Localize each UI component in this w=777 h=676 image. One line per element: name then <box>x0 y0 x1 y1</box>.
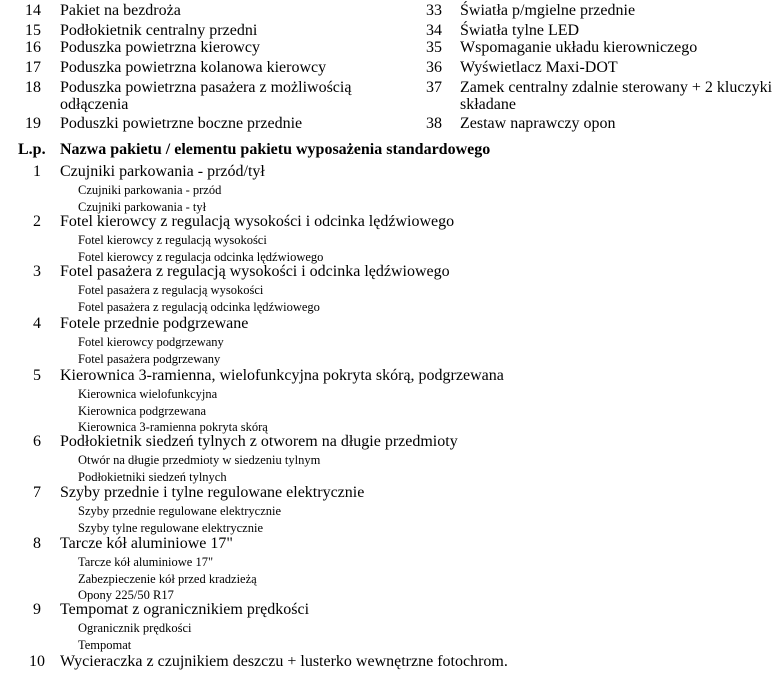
package-name: Fotel kierowcy z regulacją wysokości i odcinka lędźwiowego <box>60 213 455 230</box>
item-number: 15 <box>25 22 41 39</box>
package-element: Podłokietniki siedzeń tylnych <box>78 469 227 484</box>
package-element: Czujniki parkowania - przód <box>78 183 222 197</box>
package-element: Kierownica wielofunkcyjna <box>78 387 218 401</box>
package-number: 7 <box>33 484 41 501</box>
package-name: Wycieraczka z czujnikiem deszczu + lusterko wewnętrzne fotochrom. <box>60 653 508 670</box>
package-number: 9 <box>33 601 41 618</box>
item-label: Zamek centralny zdalnie sterowany + 2 kluczyki <box>460 79 773 96</box>
package-number: 3 <box>33 263 41 280</box>
package-number: 2 <box>33 213 41 230</box>
column-header-name: Nazwa pakietu / elementu pakietu wyposażenia standardowego <box>60 141 491 158</box>
item-number: 14 <box>25 2 41 19</box>
package-number: 10 <box>29 653 45 670</box>
item-number: 34 <box>426 22 442 39</box>
item-label: Poduszki powietrzne boczne przednie <box>60 115 303 132</box>
package-element: Fotel kierowcy z regulacja odcinka lędźwiowego <box>78 249 324 264</box>
item-number: 37 <box>426 79 442 96</box>
package-name: Szyby przednie i tylne regulowane elektrycznie <box>60 484 365 501</box>
item-label: Podłokietnik centralny przedni <box>60 22 258 39</box>
item-number: 17 <box>25 59 41 76</box>
item-number: 36 <box>426 59 442 76</box>
package-number: 8 <box>33 535 41 552</box>
item-label: Pakiet na bezdroża <box>60 2 181 19</box>
item-number: 38 <box>426 115 442 132</box>
package-element: Fotel pasażera podgrzewany <box>78 351 221 366</box>
package-number: 6 <box>33 433 41 450</box>
package-element: Szyby przednie regulowane elektrycznie <box>78 504 282 518</box>
package-name: Kierownica 3-ramienna, wielofunkcyjna pokryta skórą, podgrzewana <box>60 367 504 384</box>
item-label: Poduszka powietrzna kolanowa kierowcy <box>60 59 327 76</box>
item-label: Poduszka powietrzna pasażera z możliwością <box>60 79 352 96</box>
package-element: Kierownica podgrzewana <box>78 403 207 418</box>
column-header-lp: L.p. <box>18 141 46 158</box>
package-name: Czujniki parkowania - przód/tył <box>60 163 265 180</box>
package-name: Fotel pasażera z regulacją wysokości i odcinka lędźwiowego <box>60 263 450 280</box>
item-number: 35 <box>426 39 442 56</box>
item-number: 16 <box>25 39 41 56</box>
item-label: Wspomaganie układu kierowniczego <box>460 39 698 56</box>
item-label: Światła tylne LED <box>460 22 580 39</box>
package-element: Otwór na długie przedmioty w siedzeniu tylnym <box>78 453 321 467</box>
package-name: Podłokietnik siedzeń tylnych z otworem na długie przedmioty <box>60 433 458 450</box>
item-number: 18 <box>25 79 41 96</box>
package-element: Ogranicznik prędkości <box>78 621 192 635</box>
item-label-continuation: odłączenia <box>60 96 129 113</box>
item-label-continuation: składane <box>460 96 516 113</box>
item-label: Światła p/mgielne przednie <box>460 2 636 19</box>
package-name: Fotele przednie podgrzewane <box>60 315 249 332</box>
package-element: Tarcze kół aluminiowe 17" <box>78 555 214 569</box>
item-number: 19 <box>25 115 41 132</box>
item-number: 33 <box>426 2 442 19</box>
package-element: Tempomat <box>78 637 132 652</box>
package-element: Fotel pasażera z regulacją wysokości <box>78 283 264 297</box>
item-label: Wyświetlacz Maxi-DOT <box>460 59 618 76</box>
package-element: Szyby tylne regulowane elektrycznie <box>78 520 263 535</box>
package-element: Opony 225/50 R17 <box>78 588 174 602</box>
package-name: Tarcze kół aluminiowe 17" <box>60 535 233 552</box>
package-element: Fotel kierowcy z regulacją wysokości <box>78 233 267 247</box>
package-element: Czujniki parkowania - tył <box>78 199 207 214</box>
package-number: 1 <box>33 163 41 180</box>
package-element: Zabezpieczenie kół przed kradzieżą <box>78 571 257 586</box>
item-label: Zestaw naprawczy opon <box>460 115 616 132</box>
package-number: 5 <box>33 367 41 384</box>
package-number: 4 <box>33 315 41 332</box>
package-element: Kierownica 3-ramienna pokryta skórą <box>78 420 268 434</box>
package-element: Fotel pasażera z regulacją odcinka lędźwiowego <box>78 299 320 314</box>
package-element: Fotel kierowcy podgrzewany <box>78 335 224 349</box>
package-name: Tempomat z ogranicznikiem prędkości <box>60 601 310 618</box>
item-label: Poduszka powietrzna kierowcy <box>60 39 260 56</box>
